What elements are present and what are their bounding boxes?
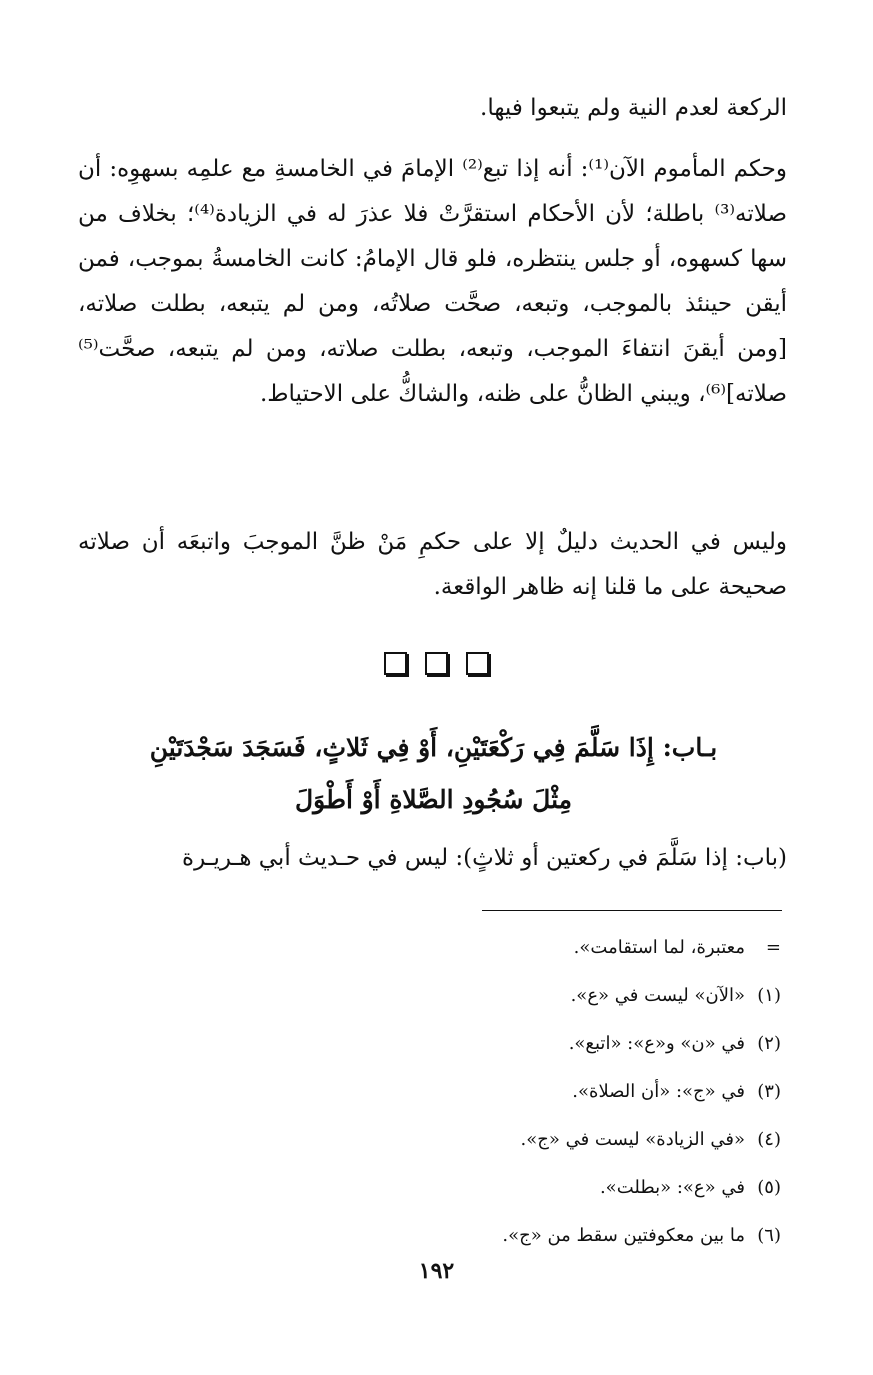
footnote (300, 924, 781, 972)
chapter-label: بـاب: (662, 733, 718, 762)
paragraph-4: (باب: إذا سَلَّمَ في ركعتين أو ثلاثٍ): ليس في حـديث أبي هـريـرة (182, 845, 787, 871)
paragraph-1: الركعة لعدم النية ولم يتبعوا فيها. (480, 95, 787, 121)
footnote-number: (٣) (757, 1081, 781, 1102)
footnote (300, 1212, 781, 1260)
footnote-text: في «ع»: «بطلت». (599, 1177, 745, 1198)
footnote-rule (482, 910, 782, 911)
footnote-number: = (765, 937, 781, 958)
footnote-text: ما بين معكوفتين سقط من «ج». (502, 1225, 745, 1246)
chapter-heading-line-1 (80, 722, 787, 774)
footnote-text: في «ن» و«ع»: «اتبع». (568, 1033, 745, 1054)
footnote-text: في «ج»: «أن الصلاة». (572, 1081, 745, 1102)
footnotes-list (300, 924, 781, 1260)
footnote (300, 1164, 781, 1212)
footnote (300, 1116, 781, 1164)
footnote (300, 1068, 781, 1116)
divider-square-icon (425, 652, 448, 675)
footnote-number: (٥) (757, 1177, 781, 1198)
section-divider (0, 652, 873, 679)
footnote-number: (٦) (757, 1225, 781, 1246)
footnote-number: (٢) (757, 1033, 781, 1054)
footnote-number: (٤) (757, 1129, 781, 1150)
footnote (300, 972, 781, 1020)
footnote-text: «في الزيادة» ليست في «ج». (520, 1129, 745, 1150)
chapter-title-line-1: إِذَا سَلَّمَ فِي رَكْعَتَيْنِ، أَوْ فِي ثَلاثٍ، فَسَجَدَ سَجْدَتَيْنِ (149, 733, 654, 762)
footnote-text: معتبرة، لما استقامت». (573, 937, 745, 958)
chapter-heading (80, 722, 787, 826)
footnote-number: (١) (757, 985, 781, 1006)
footnote (300, 1020, 781, 1068)
divider-square-icon (466, 652, 489, 675)
footnote-text: «الآن» ليست في «ع». (570, 985, 745, 1006)
paragraph-2: وحكم المأموم الآن⁽¹⁾: أنه إذا تبع⁽²⁾ الإمامَ في الخامسةِ مع علمِه بسهوِه: أن صلاته⁽³⁾ باطلة؛ لأن الأحكام استقرَّتْ فلا عذرَ له في الزيادة⁽⁴⁾؛ بخلاف من سها كسهوه، أو جلس ينتظره، فلو قال الإمامُ: كانت الخامسةُ بموجب، فمن أيقن حينئذ بالموجب، وتبعه، صحَّت صلاتُه، ومن لم يتبعه، بطلت صلاته، [ومن أيقنَ انتفاءَ الموجب، وتبعه، بطلت صلاته، ومن لم يتبعه، صحَّت⁽⁵⁾ صلاته]⁽⁶⁾، ويبني الظانُّ على ظنه، والشاكُّ على الاحتياط. (78, 156, 787, 407)
paragraph-3: وليس في الحديث دليلٌ إلا على حكمِ مَنْ ظنَّ الموجبَ واتبعَه أن صلاته صحيحة على ما قلنا إنه ظاهر الواقعة. (78, 529, 787, 600)
page-number: ١٩٢ (418, 1258, 455, 1284)
divider-square-icon (384, 652, 407, 675)
chapter-title-line-2: مِثْلَ سُجُودِ الصَّلاةِ أَوْ أَطْوَلَ (294, 785, 572, 814)
